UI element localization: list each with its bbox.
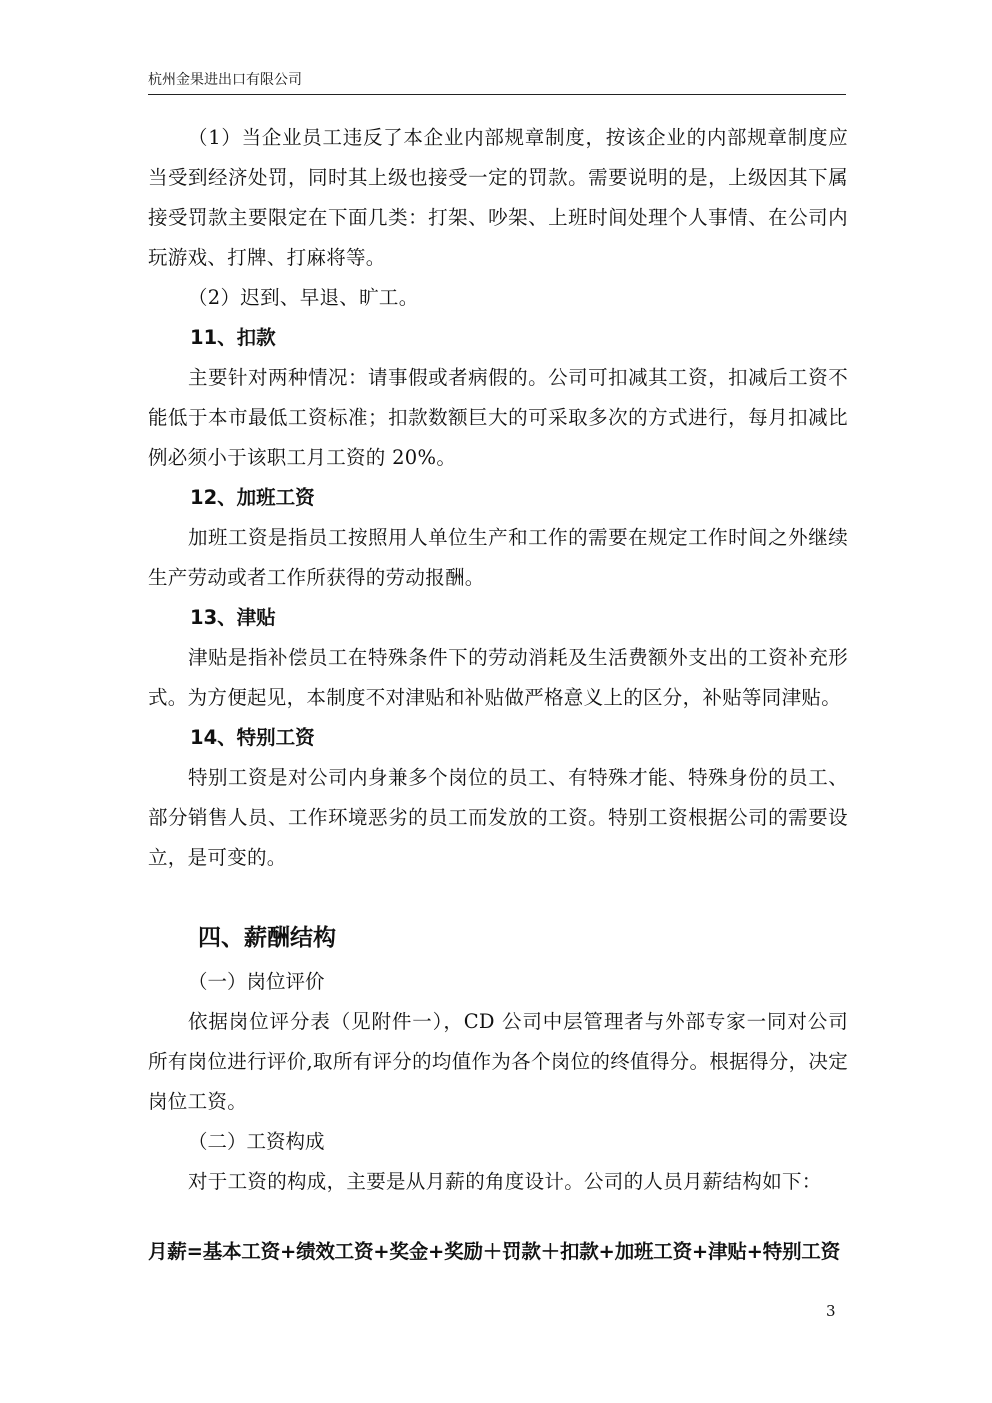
paragraph-overtime-pay: 加班工资是指员工按照用人单位生产和工作的需要在规定工作时间之外继续生产劳动或者工作所获得的劳动报酬。 <box>148 526 848 589</box>
paragraph-penalty-1: （1）当企业员工违反了本企业内部规章制度，按该企业的内部规章制度应当受到经济处罚，同时其上级也接受一定的罚款。需要说明的是，上级因其下属接受罚款主要限定在下面几类：打架、吵架、上班时间处理个人事情、在公司内玩游戏、打牌、打麻将等。 <box>148 126 848 269</box>
heading-overtime-pay: 12、加班工资 <box>190 486 315 509</box>
paragraph-penalty-2: （2）迟到、早退、旷工。 <box>188 286 419 309</box>
heading-allowance: 13、津贴 <box>190 606 276 629</box>
paragraph-special-pay: 特别工资是对公司内身兼多个岗位的员工、有特殊才能、特殊身份的员工、部分销售人员、工作环境恶劣的员工而发放的工资。特别工资根据公司的需要设立，是可变的。 <box>148 766 848 869</box>
section-title-salary-structure: 四、薪酬结构 <box>198 925 336 951</box>
page-header <box>148 70 846 95</box>
page-number: 3 <box>826 1302 836 1320</box>
paragraph-job-evaluation: 依据岗位评分表（见附件一），CD 公司中层管理者与外部专家一同对公司所有岗位进行评价,取所有评分的均值作为各个岗位的终值得分。根据得分，决定岗位工资。 <box>148 1010 848 1113</box>
header-company-name: 杭州金果进出口有限公司 <box>148 72 302 88</box>
document-body <box>148 118 848 1272</box>
paragraph-allowance: 津贴是指补偿员工在特殊条件下的劳动消耗及生活费额外支出的工资补充形式。为方便起见，本制度不对津贴和补贴做严格意义上的区分，补贴等同津贴。 <box>148 646 848 709</box>
subheading-job-evaluation: （一）岗位评价 <box>188 970 325 993</box>
paragraph-deduction: 主要针对两种情况：请事假或者病假的。公司可扣减其工资，扣减后工资不能低于本市最低工资标准；扣款数额巨大的可采取多次的方式进行，每月扣减比例必须小于该职工月工资的 20%。 <box>148 366 848 469</box>
subheading-salary-composition: （二）工资构成 <box>188 1130 325 1153</box>
heading-special-pay: 14、特别工资 <box>190 726 315 749</box>
heading-deduction: 11、扣款 <box>190 326 276 349</box>
salary-formula: 月薪=基本工资+绩效工资+奖金+奖励＋罚款＋扣款+加班工资+津贴+特别工资 <box>148 1240 840 1263</box>
paragraph-salary-composition: 对于工资的构成，主要是从月薪的角度设计。公司的人员月薪结构如下： <box>188 1170 822 1193</box>
